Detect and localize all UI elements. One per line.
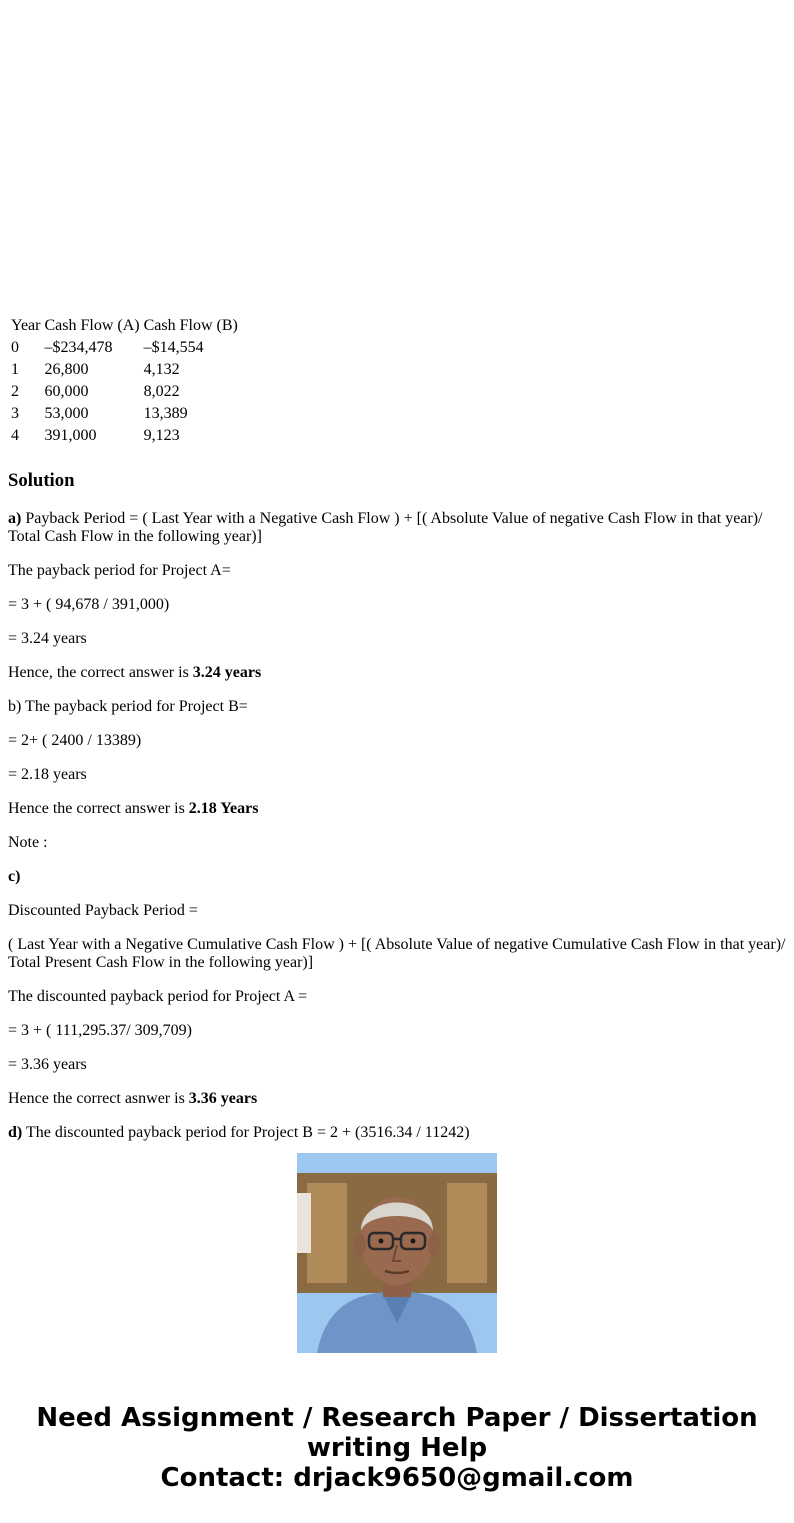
solution-heading: Solution [8,470,75,491]
tutor-photo [297,1153,497,1353]
note-label: Note : [8,834,48,851]
table-header-cell: Cash Flow (B) [143,317,238,334]
part-a-label: a) [8,510,22,527]
part-d-line [8,1124,794,1142]
part-c-formula: ( Last Year with a Negative Cumulative Cash Flow ) + [( Absolute Value of negative Cumulative Cash Flow in that year)/ Total Present Cash Flow in the following year)] [8,936,786,971]
table-row [10,338,239,358]
avatar [297,1153,497,1353]
part-b-intro: b) The payback period for Project B= [8,698,248,715]
part-d-label: d) [8,1124,23,1141]
table-cell: 3 [11,405,19,422]
table-row [10,426,239,446]
part-c-calc-1: = 3 + ( 111,295.37/ 309,709) [8,1022,192,1039]
table-cell: 60,000 [44,383,89,400]
part-a-answer-text: Hence, the correct answer is [8,664,193,681]
table-header-cell: Cash Flow (A) [44,317,140,334]
part-c-answer-value: 3.36 years [188,1090,258,1107]
table-cell: 0 [11,339,19,356]
table-cell: 4,132 [143,361,180,378]
part-c-intro: The discounted payback period for Project A = [8,988,308,1005]
part-b-calc-1: = 2+ ( 2400 / 13389) [8,732,142,749]
table-cell: 26,800 [44,361,89,378]
part-c-label: c) [8,868,21,885]
part-a-answer-value: 3.24 years [192,664,262,681]
table-header-cell: Year [11,317,41,334]
table-cell: 2 [11,383,19,400]
table-row [10,382,239,402]
banner-line-1: Need Assignment / Research Paper / Dissertation [36,1403,758,1433]
table-cell: 4 [11,427,19,444]
part-c-answer-text: Hence the correct asnwer is [8,1090,189,1107]
table-cell: 8,022 [143,383,180,400]
table-cell: –$14,554 [143,339,204,356]
part-b-answer-text: Hence the correct answer is [8,800,189,817]
blank-area [8,0,794,314]
table-cell: 1 [11,361,19,378]
part-d-text: The discounted payback period for Project B = 2 + (3516.34 / 11242) [22,1124,470,1141]
part-a-formula-text: Payback Period = ( Last Year with a Negative Cash Flow ) + [( Absolute Value of negative Cash Flow in that year)/ Total Cash Flow in the following year)] [8,510,763,545]
part-b-answer-value: 2.18 Years [188,800,259,817]
part-c-label-line [8,868,794,886]
part-c-calc-2: = 3.36 years [8,1056,87,1073]
part-a-formula [8,510,794,546]
table-cell: 13,389 [143,405,188,422]
part-b-calc-2: = 2.18 years [8,766,87,783]
part-a-intro: The payback period for Project A= [8,562,231,579]
table-cell: –$234,478 [44,339,113,356]
contact-banner [0,1403,794,1493]
part-c-title: Discounted Payback Period = [8,902,198,919]
table-header-row [10,316,239,336]
table-row [10,404,239,424]
part-a-calc-1: = 3 + ( 94,678 / 391,000) [8,596,170,613]
document-content [8,0,794,1141]
part-a-calc-2: = 3.24 years [8,630,87,647]
banner-contact: Contact: drjack9650@gmail.com [160,1463,634,1493]
table-cell: 53,000 [44,405,89,422]
table-cell: 391,000 [44,427,97,444]
part-b-answer [8,800,794,818]
table-cell: 9,123 [143,427,180,444]
cash-flow-table [8,314,241,448]
part-a-answer [8,664,794,682]
part-c-answer [8,1090,794,1108]
banner-line-2: writing Help [306,1433,488,1463]
table-row [10,360,239,380]
